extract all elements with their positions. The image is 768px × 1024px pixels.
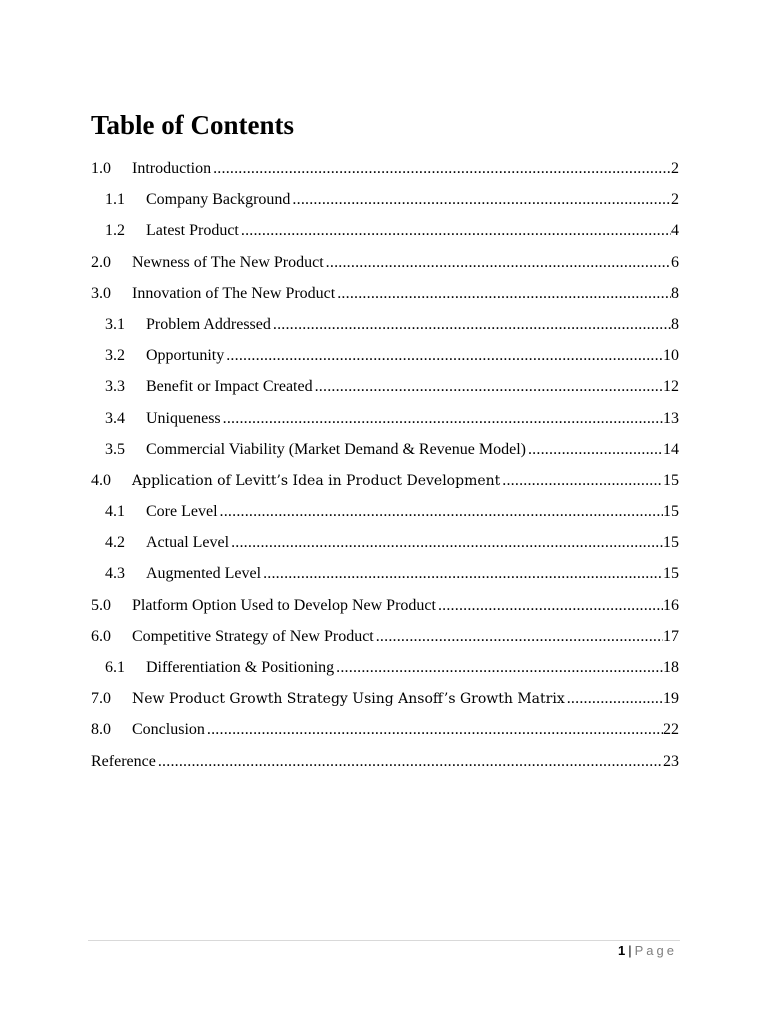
toc-dot-leader [271, 309, 671, 340]
toc-entry-page: 13 [663, 409, 679, 427]
toc-entry-number: 3.4 [105, 409, 125, 427]
toc-dot-leader [221, 403, 663, 434]
toc-entry-page: 15 [663, 471, 679, 489]
toc-entry-title: Application of Levitt’s Idea in Product Development [132, 472, 501, 489]
toc-entry[interactable] [91, 714, 679, 745]
toc-entry-page: 16 [663, 596, 679, 614]
toc-entry-title: Differentiation & Positioning [146, 659, 335, 676]
toc-entry[interactable] [91, 558, 679, 589]
toc-entry-number: 2.0 [91, 253, 111, 271]
toc-entry-number: 1.2 [105, 222, 125, 240]
toc-dot-leader [436, 590, 663, 621]
toc-entry-page: 19 [663, 690, 679, 708]
footer-divider [88, 940, 680, 941]
toc-entry-title: Core Level [146, 503, 218, 521]
toc-dot-leader [229, 527, 663, 558]
toc-entry-number: 8.0 [91, 721, 111, 739]
toc-entry-title: Uniqueness [146, 409, 221, 427]
toc-entry-number: 4.1 [105, 503, 125, 521]
toc-entry[interactable] [91, 746, 679, 777]
toc-entry-page: 10 [663, 347, 679, 365]
toc-entry-page: 2 [671, 191, 679, 209]
toc-entry[interactable] [91, 590, 679, 621]
toc-entry-page: 17 [663, 627, 679, 645]
toc-entry-number: 3.5 [105, 440, 125, 458]
toc-entry[interactable] [91, 496, 679, 527]
toc-entry[interactable] [91, 153, 679, 184]
toc-entry-title: Newness of The New Product [132, 253, 324, 271]
toc-entry[interactable] [91, 184, 679, 215]
toc-entry-title: Competitive Strategy of New Product [132, 627, 374, 645]
toc-dot-leader [156, 746, 663, 777]
toc-entry-page: 22 [663, 721, 679, 739]
toc-entry-page: 15 [663, 534, 679, 552]
toc-entry[interactable] [91, 215, 679, 246]
toc-entry[interactable] [91, 465, 679, 496]
toc-dot-leader [526, 434, 663, 465]
toc-entry-title: Latest Product [146, 222, 239, 240]
toc-entry-page: 18 [663, 659, 679, 676]
toc-dot-leader [374, 621, 663, 652]
toc-entry[interactable] [91, 652, 679, 683]
toc-entry-number: 1.0 [91, 160, 111, 177]
toc-entry-number: 3.1 [105, 315, 125, 333]
toc-entry-title: Conclusion [132, 721, 205, 739]
toc-entry-number: 4.3 [105, 565, 125, 583]
toc-entry-number: 5.0 [91, 596, 111, 614]
toc-entry-title: Introduction [132, 160, 212, 177]
toc-entry-page: 4 [671, 222, 679, 240]
toc-entry-number: 4.2 [105, 534, 125, 552]
toc-entry[interactable] [91, 434, 679, 465]
toc-entry[interactable] [91, 247, 679, 278]
toc-entry[interactable] [91, 340, 679, 371]
toc-entry-page: 2 [671, 160, 679, 177]
toc-dot-leader [324, 247, 671, 278]
toc-entry[interactable] [91, 278, 679, 309]
toc-list [91, 153, 679, 777]
toc-title: Table of Contents [91, 110, 295, 140]
toc-dot-leader [334, 652, 663, 683]
toc-dot-leader [211, 153, 671, 184]
toc-entry-number: 3.2 [105, 347, 125, 365]
footer-page-word: Page [634, 943, 677, 958]
toc-entry-title: Augmented Level [146, 565, 262, 583]
toc-entry[interactable] [91, 403, 679, 434]
toc-dot-leader [261, 558, 663, 589]
toc-entry-number: 6.1 [105, 659, 125, 676]
toc-dot-leader [565, 683, 663, 714]
toc-entry-title: Innovation of The New Product [132, 284, 336, 302]
toc-entry-number: 6.0 [91, 627, 111, 645]
toc-entry-number: 1.1 [105, 191, 125, 209]
toc-entry-title: Benefit or Impact Created [146, 378, 313, 396]
toc-entry[interactable] [91, 527, 679, 558]
toc-entry-page: 15 [663, 503, 679, 521]
toc-entry-number: 4.0 [91, 471, 111, 489]
toc-dot-leader [224, 340, 663, 371]
toc-entry-page: 14 [663, 440, 679, 458]
toc-entry[interactable] [91, 371, 679, 402]
toc-entry-number: 3.0 [91, 284, 111, 302]
toc-entry-title: Opportunity [146, 347, 225, 365]
toc-entry[interactable] [91, 683, 679, 714]
toc-entry-title: Platform Option Used to Develop New Product [132, 596, 436, 614]
toc-entry[interactable] [91, 621, 679, 652]
page-footer [618, 941, 677, 961]
toc-entry-title: Actual Level [146, 534, 230, 552]
toc-entry-page: 8 [671, 284, 679, 302]
toc-dot-leader [500, 465, 663, 496]
footer-page-number: 1 [618, 943, 626, 958]
toc-entry[interactable] [91, 309, 679, 340]
toc-entry-page: 23 [663, 752, 679, 770]
toc-entry-page: 15 [663, 565, 679, 583]
toc-dot-leader [239, 215, 671, 246]
toc-entry-title: New Product Growth Strategy Using Ansoff’s Growth Matrix [132, 691, 565, 708]
toc-entry-title: Company Background [146, 191, 291, 209]
toc-dot-leader [218, 496, 663, 527]
toc-entry-number: 7.0 [91, 690, 111, 708]
toc-dot-leader [335, 278, 671, 309]
toc-dot-leader [205, 714, 663, 745]
toc-entry-page: 8 [671, 315, 679, 333]
toc-dot-leader [313, 371, 663, 402]
toc-entry-number: 3.3 [105, 378, 125, 396]
footer-separator: | [628, 943, 632, 958]
toc-entry-title: Commercial Viability (Market Demand & Revenue Model) [146, 440, 526, 458]
toc-entry-title: Problem Addressed [146, 315, 271, 333]
toc-dot-leader [290, 184, 671, 215]
toc-entry-title: Reference [91, 752, 156, 770]
toc-entry-page: 12 [663, 378, 679, 396]
toc-entry-page: 6 [671, 253, 679, 271]
